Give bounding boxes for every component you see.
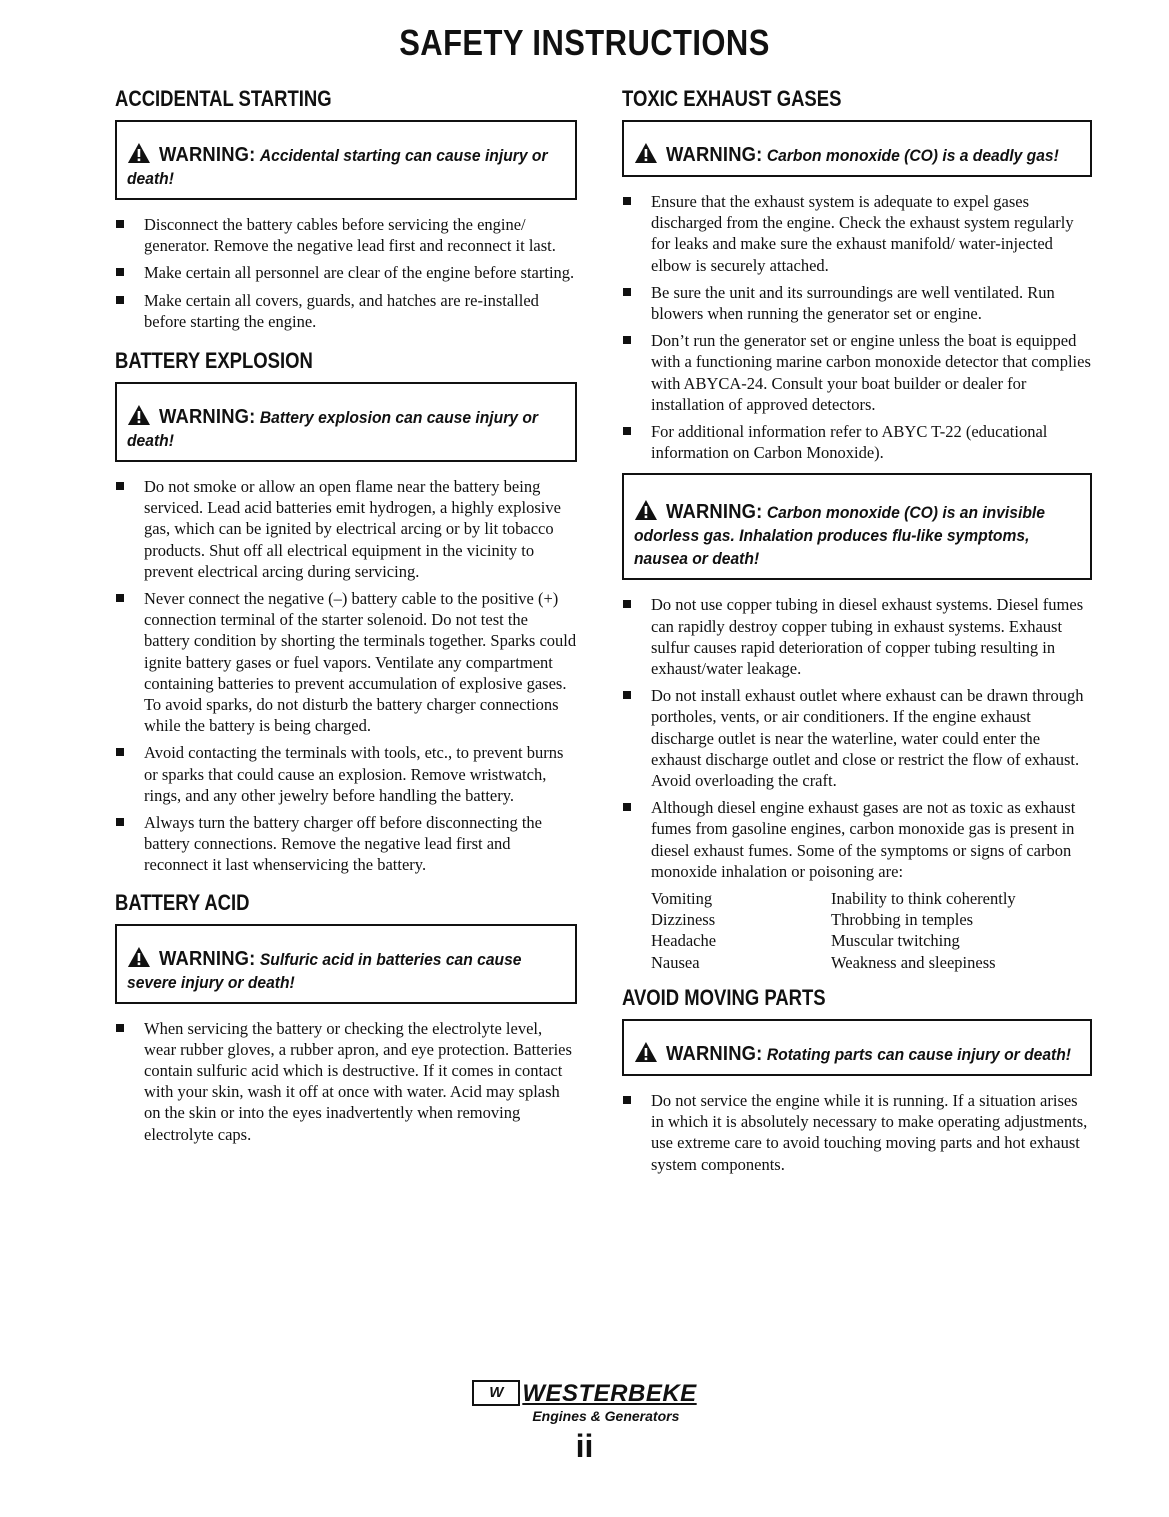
right-column: [622, 86, 1092, 1185]
list-item: For additional information refer to ABYC T-22 (educational information on Carbon Monoxide).: [622, 421, 1092, 463]
heading-battery-acid: BATTERY ACID: [115, 889, 250, 915]
warning-label: WARNING:: [158, 947, 256, 970]
symptom: Nausea: [651, 952, 700, 972]
list-item: Ensure that the exhaust system is adequate to expel gases discharged from the engine. Check the exhaust system regularly for leaks and make sure the exhaust manifold/ water-injected elbow is securely attached.: [622, 191, 1092, 276]
symptom: Vomiting: [651, 889, 713, 909]
logo-brand: WESTERBEKE: [522, 1380, 697, 1407]
warning-triangle-icon: [127, 142, 151, 164]
symptom: Muscular twitching: [831, 931, 960, 951]
warning-triangle-icon: [127, 946, 151, 968]
warning-triangle-icon: [127, 404, 151, 426]
warning-label: WARNING:: [665, 501, 763, 524]
logo-tagline: Engines & Generators: [532, 1408, 680, 1424]
symptom: Headache: [651, 931, 717, 951]
list-item: Don’t run the generator set or engine unless the boat is equipped with a functioning marine carbon monoxide detector that complies with ABYCA-24. Consult your boat builder or dealer for installation of approved detectors.: [622, 330, 1092, 415]
list-item: Make certain all covers, guards, and hatches are re-installed before starting the engine.: [115, 290, 577, 332]
list-item: Disconnect the battery cables before servicing the engine/ generator. Remove the negative lead first and reconnect it last.: [115, 214, 577, 256]
list-item: Always turn the battery charger off before disconnecting the battery connections. Remove the negative lead first and reconnect it last whenservicing the battery.: [115, 812, 577, 876]
warning-label: WARNING:: [158, 406, 256, 429]
list-item: Although diesel engine exhaust gases are not as toxic as exhaust fumes from gasoline engines, carbon monoxide gas is present in diesel exhaust fumes. Some of the symptoms or signs of carbon monoxide inhalation or poisoning are:: [622, 797, 1092, 882]
westerbeke-logo: [0, 1380, 1169, 1426]
page-title: SAFETY INSTRUCTIONS: [399, 22, 770, 63]
list-item: Do not use copper tubing in diesel exhaust systems. Diesel fumes can rapidly destroy copper tubing in exhaust systems. Exhaust sulfur causes rapid deterioration of copper tubing resulting in exhaust/water leakage.: [622, 594, 1092, 679]
warning-label: WARNING:: [158, 144, 256, 166]
symptom: Dizziness: [651, 910, 716, 930]
warning-box-toxic: [622, 120, 1092, 177]
list-item: When servicing the battery or checking the electrolyte level, wear rubber gloves, a rubber apron, and eye protection. Batteries contain sulfuric acid which is destructive. If it comes in contact with your skin, wash it off at once with water. Acid may splash on the skin or into the eyes inadvertently when removing electrolyte caps.: [115, 1018, 577, 1145]
bullet-list-battery-explosion: [115, 476, 577, 876]
warning-text: Accidental starting can cause injury or death!: [127, 146, 548, 188]
warning-box-co-invisible: [622, 473, 1092, 580]
heading-accidental-starting: ACCIDENTAL STARTING: [115, 86, 332, 111]
list-item: Do not install exhaust outlet where exhaust can be drawn through portholes, vents, or air conditioners. If the engine exhaust discharge outlet is near the waterline, water could enter the exhaust discharge outlet and close or restrict the flow of exhaust. Avoid overloading the craft.: [622, 685, 1092, 791]
list-item: Do not smoke or allow an open flame near the battery being serviced. Lead acid batteries emit hydrogen, a highly explosive gas, which can be ignited by electrical arcing or by lit tobacco products. Shut off all electrical equipment in the vicinity to prevent electrical arcing during servicing.: [115, 476, 577, 582]
warning-text: Carbon monoxide (CO) is an invisible odorless gas. Inhalation produces flu-like symptoms, nausea or death!: [634, 503, 1045, 569]
warning-label: WARNING:: [665, 144, 763, 166]
bullet-list-battery-acid: [115, 1018, 577, 1145]
list-item: Be sure the unit and its surroundings are well ventilated. Run blowers when running the generator set or engine.: [622, 282, 1092, 324]
page-number: ii: [575, 1428, 594, 1464]
bullet-list-accidental: [115, 214, 577, 332]
warning-box-battery-acid: [115, 924, 577, 1004]
symptom: Throbbing in temples: [831, 910, 974, 930]
list-item: Make certain all personnel are clear of the engine before starting.: [115, 262, 577, 283]
heading-avoid-moving-parts: AVOID MOVING PARTS: [622, 984, 826, 1010]
warning-text: Rotating parts can cause injury or death!: [766, 1044, 1072, 1064]
warning-triangle-icon: [634, 142, 658, 164]
list-item: Do not service the engine while it is running. If a situation arises in which it is absolutely necessary to make operating adjustments, use extreme care to avoid touching moving parts and hot exhaust system components.: [622, 1090, 1092, 1175]
symptom: Weakness and sleepiness: [831, 952, 996, 972]
heading-toxic-exhaust-gases: TOXIC EXHAUST GASES: [622, 86, 842, 111]
warning-label: WARNING:: [665, 1042, 763, 1065]
symptom: Inability to think coherently: [831, 889, 1016, 909]
warning-box-accidental: [115, 120, 577, 200]
left-column: [115, 86, 577, 1155]
warning-text: Carbon monoxide (CO) is a deadly gas!: [766, 146, 1059, 165]
list-item: Never connect the negative (–) battery cable to the positive (+) connection terminal of the starter solenoid. Do not test the battery condition by shorting the terminals together. Sparks could ignite battery gases or fuel vapors. Ventilate any compartment containing batteries to prevent accumulation of explosive gases. To avoid sparks, do not disturb the battery charger connections while the battery is being charged.: [115, 588, 577, 736]
heading-battery-explosion: BATTERY EXPLOSION: [115, 348, 313, 374]
warning-text: Sulfuric acid in batteries can cause severe injury or death!: [127, 949, 522, 992]
bullet-list-co: [622, 594, 1092, 882]
list-item: Avoid contacting the terminals with tools, etc., to prevent burns or sparks that could cause an explosion. Remove wristwatch, rings, and any other jewelry before handling the battery.: [115, 742, 577, 806]
warning-triangle-icon: [634, 1041, 658, 1063]
warning-text: Battery explosion can cause injury or death!: [127, 408, 538, 451]
warning-triangle-icon: [634, 499, 658, 521]
logo-mark-icon: W: [472, 1380, 520, 1406]
bullet-list-moving-parts: [622, 1090, 1092, 1175]
bullet-list-toxic: [622, 191, 1092, 463]
warning-box-moving-parts: [622, 1019, 1092, 1076]
warning-box-battery-explosion: [115, 382, 577, 462]
symptoms-table: [622, 888, 1092, 973]
